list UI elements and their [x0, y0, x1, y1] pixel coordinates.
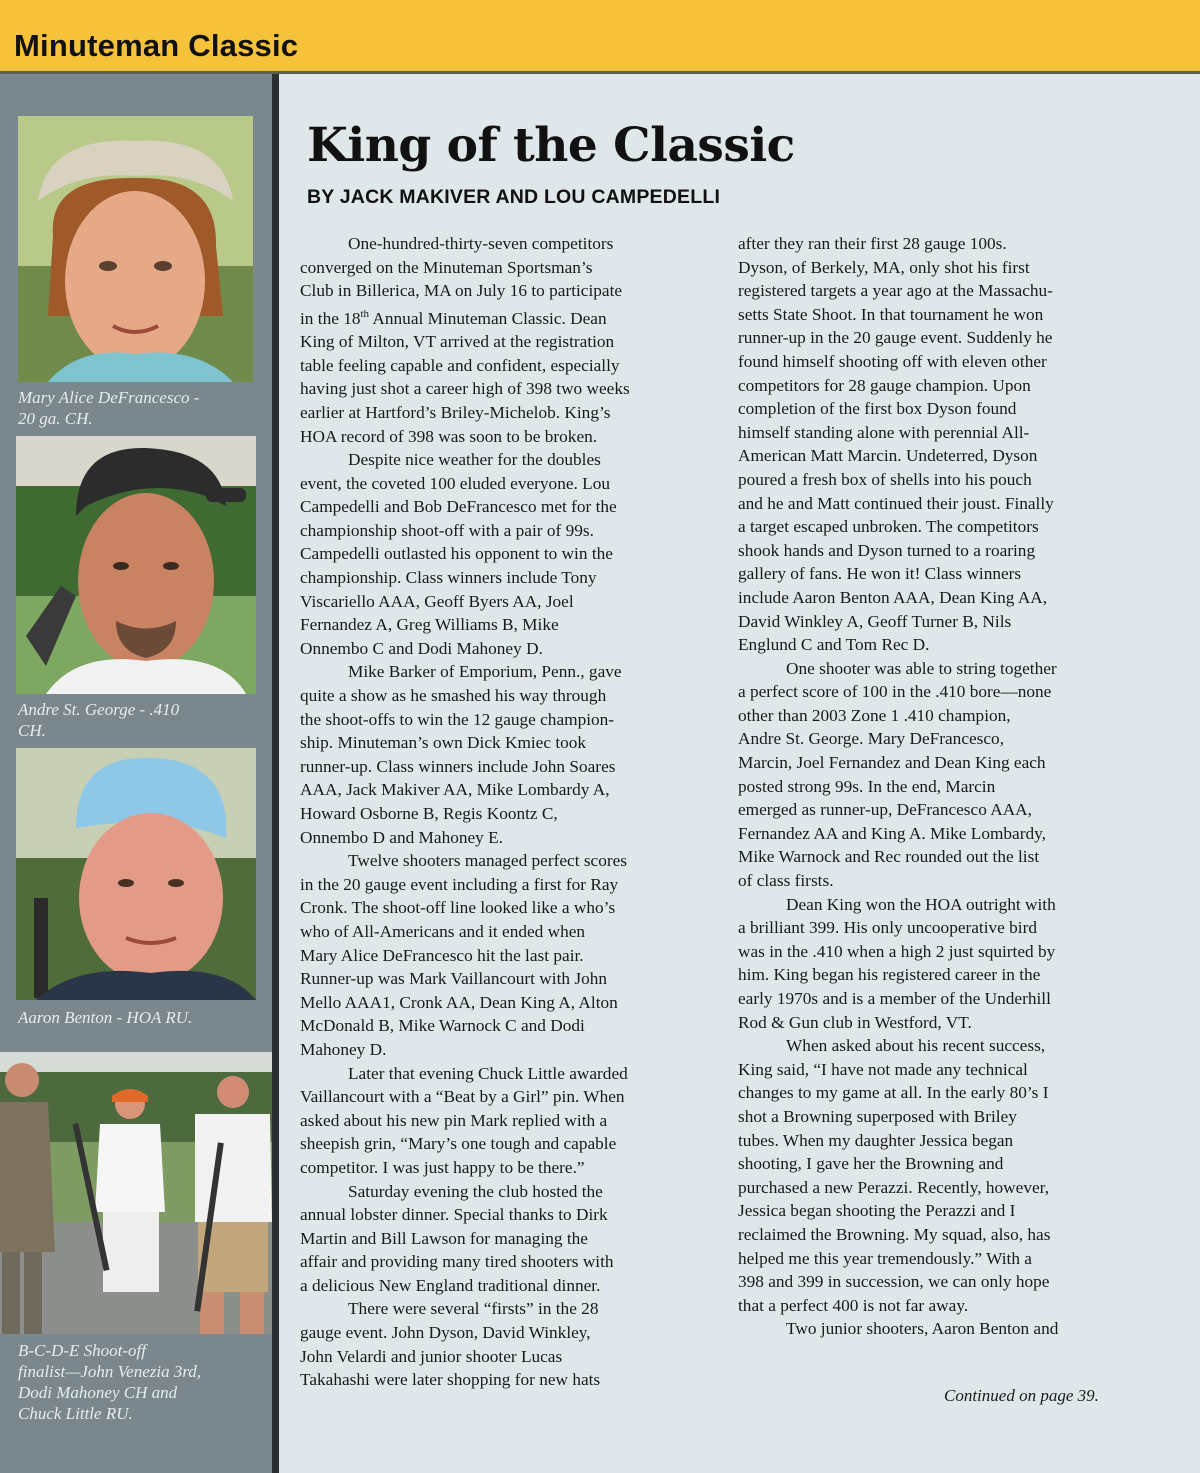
- caption-3: Aaron Benton - HOA RU.: [18, 1008, 193, 1027]
- text-line: in the 20 gauge event including a first for Ray: [300, 874, 619, 894]
- text-line: the shoot-offs to win the 12 gauge champion-: [300, 709, 615, 729]
- text-line: competitor. I was just happy to be there.”: [300, 1157, 585, 1177]
- text-line: King of Milton, VT arrived at the registration: [300, 332, 615, 352]
- article-byline: BY JACK MAKIVER AND LOU CAMPEDELLI: [307, 186, 721, 208]
- text-line: a target escaped unbroken. The competitors: [738, 517, 1039, 537]
- text-line: in the 18th Annual Minuteman Classic. Dean: [300, 307, 607, 328]
- text-line: David Winkley A, Geoff Turner B, Nils: [738, 611, 1012, 631]
- text-line: that a perfect 400 is not far away.: [738, 1295, 969, 1315]
- text-line: When asked about his recent success,: [786, 1036, 1046, 1056]
- text-line: early 1970s and is a member of the Underhill: [738, 989, 1051, 1008]
- text-line: Fernandez AA and King A. Mike Lombardy,: [738, 823, 1046, 843]
- text-line: changes to my game at all. In the early 80’s I: [738, 1083, 1049, 1103]
- continued-note: Continued on page 39.: [944, 1386, 1099, 1405]
- text-line: Jessica began shooting the Perazzi and I: [738, 1201, 1016, 1221]
- text-line: table feeling capable and confident, especially: [300, 355, 620, 375]
- text-line: completion of the first box Dyson found: [738, 399, 1017, 419]
- text-line: Mike Warnock and Rec rounded out the list: [738, 847, 1040, 867]
- text-line: Onnembo D and Mahoney E.: [300, 827, 504, 847]
- text-line: a delicious New England traditional dinner.: [300, 1275, 601, 1295]
- caption-1: Mary Alice DeFrancesco - 20 ga. CH.: [18, 388, 200, 428]
- text-line: championship shoot-off with a pair of 99s.: [300, 520, 594, 540]
- text-line: Andre St. George. Mary DeFrancesco,: [738, 729, 1005, 749]
- text-line: Campedelli and Bob DeFrancesco met for the: [300, 497, 617, 517]
- text-line: having just shot a career high of 398 two weeks: [300, 379, 630, 399]
- text-line: emerged as runner-up, DeFrancesco AAA,: [738, 800, 1032, 820]
- text-line: There were several “firsts” in the 28: [348, 1299, 599, 1319]
- text-line: helped me this year tremendously.” With a: [738, 1248, 1032, 1268]
- text-line: Vaillancourt with a “Beat by a Girl” pin. When: [300, 1087, 625, 1107]
- text-line: Fernandez A, Greg Williams B, Mike: [300, 615, 559, 635]
- text-line: after they ran their first 28 gauge 100s.: [738, 234, 1007, 253]
- section-banner: [0, 0, 1200, 74]
- text-line: found himself shooting off with eleven other: [738, 351, 1047, 371]
- text-line: Mike Barker of Emporium, Penn., gave: [348, 662, 622, 682]
- article-column-2: [738, 232, 1158, 1341]
- text-line: AAA, Jack Makiver AA, Mike Lombardy A,: [300, 780, 610, 800]
- text-line: asked about his new pin Mark replied with a: [300, 1110, 608, 1130]
- text-line: earlier at Hartford’s Briley-Michelob. King’s: [300, 402, 611, 422]
- text-line: King said, “I have not made any technical: [738, 1059, 1028, 1079]
- text-line: posted strong 99s. In the end, Marcin: [738, 776, 996, 796]
- text-line: include Aaron Benton AAA, Dean King AA,: [738, 587, 1048, 607]
- text-line: Dean King won the HOA outright with: [786, 894, 1056, 914]
- text-line: Howard Osborne B, Regis Koontz C,: [300, 804, 558, 824]
- text-line: Martin and Bill Lawson for managing the: [300, 1228, 588, 1248]
- photo-aaron-benton: [16, 748, 256, 1000]
- text-line: of class firsts.: [738, 871, 834, 891]
- text-line: himself standing alone with perennial All-: [738, 422, 1030, 442]
- photo-shoot-off-finalists: [0, 1052, 272, 1334]
- text-line: runner-up. Class winners include John Soares: [300, 756, 616, 776]
- text-line: Rod & Gun club in Westford, VT.: [738, 1012, 972, 1032]
- text-line: One-hundred-thirty-seven competitors: [348, 234, 614, 253]
- text-line: Marcin, Joel Fernandez and Dean King each: [738, 753, 1046, 773]
- text-line: shot a Browning superposed with Briley: [738, 1106, 1017, 1126]
- text-line: event, the coveted 100 eluded everyone. Lou: [300, 473, 610, 493]
- section-title: Minuteman Classic: [14, 28, 299, 63]
- text-line: setts State Shoot. In that tournament he won: [738, 304, 1044, 324]
- text-line: John Velardi and junior shooter Lucas: [300, 1346, 563, 1366]
- text-line: competitors for 28 gauge champion. Upon: [738, 375, 1031, 395]
- text-line: purchased a new Perazzi. Recently, however,: [738, 1177, 1050, 1197]
- sidebar-divider: [272, 74, 279, 1473]
- caption-4: B-C-D-E Shoot-off finalist—John Venezia 3rd, Dodi Mahoney CH and Chuck Little RU.: [18, 1341, 202, 1423]
- text-line: McDonald B, Mike Warnock C and Dodi: [300, 1016, 585, 1036]
- text-line: was in the .410 when a high 2 just squirted by: [738, 941, 1056, 961]
- text-line: Takahashi were later shopping for new hats: [300, 1370, 601, 1390]
- text-line: him. King began his registered career in the: [738, 965, 1041, 985]
- text-line: Mahoney D.: [300, 1039, 387, 1059]
- text-line: and he and Matt continued their joust. Finally: [738, 493, 1054, 513]
- text-line: Englund C and Tom Rec D.: [738, 635, 930, 655]
- text-line: One shooter was able to string together: [786, 658, 1057, 678]
- article-column-1: [300, 232, 720, 1392]
- text-line: championship. Class winners include Tony: [300, 568, 597, 588]
- photo-andre-st-george: [16, 436, 256, 694]
- caption-2: Andre St. George - .410 CH.: [18, 700, 180, 740]
- text-line: Saturday evening the club hosted the: [348, 1181, 603, 1201]
- text-line: runner-up in the 20 gauge event. Suddenly he: [738, 328, 1053, 348]
- text-line: converged on the Minuteman Sportsman’s: [300, 257, 593, 277]
- text-line: a perfect score of 100 in the .410 bore—none: [738, 682, 1052, 702]
- text-line: gauge event. John Dyson, David Winkley,: [300, 1323, 591, 1343]
- text-line: Cronk. The shoot-off line looked like a who’s: [300, 898, 616, 918]
- text-line: 398 and 399 in succession, we can only hope: [738, 1272, 1050, 1292]
- text-line: sheepish grin, “Mary’s one tough and capable: [300, 1134, 617, 1154]
- text-line: Dyson, of Berkely, MA, only shot his first: [738, 257, 1030, 277]
- text-line: gallery of fans. He won it! Class winners: [738, 564, 1022, 584]
- text-line: poured a fresh box of shells into his pouch: [738, 469, 1032, 489]
- text-line: quite a show as he smashed his way through: [300, 686, 607, 706]
- text-line: Runner-up was Mark Vaillancourt with John: [300, 969, 607, 989]
- text-line: Viscariello AAA, Geoff Byers AA, Joel: [300, 591, 574, 611]
- text-line: shooting, I gave her the Browning and: [738, 1154, 1004, 1174]
- text-line: HOA record of 398 was soon to be broken.: [300, 426, 598, 446]
- text-line: tubes. When my daughter Jessica began: [738, 1130, 1014, 1150]
- text-line: registered targets a year ago at the Massachu-: [738, 281, 1053, 301]
- text-line: Twelve shooters managed perfect scores: [348, 851, 628, 871]
- text-line: Despite nice weather for the doubles: [348, 450, 601, 470]
- text-line: Onnembo C and Dodi Mahoney D.: [300, 638, 543, 658]
- text-line: annual lobster dinner. Special thanks to Dirk: [300, 1205, 608, 1225]
- text-line: Club in Billerica, MA on July 16 to participate: [300, 281, 623, 301]
- text-line: Mello AAA1, Cronk AA, Dean King A, Alton: [300, 992, 618, 1012]
- text-line: other than 2003 Zone 1 .410 champion,: [738, 705, 1011, 725]
- text-line: American Matt Marcin. Undeterred, Dyson: [738, 446, 1038, 466]
- text-line: reclaimed the Browning. My squad, also, has: [738, 1224, 1051, 1244]
- text-line: who of All-Americans and it ended when: [300, 921, 586, 941]
- text-line: Two junior shooters, Aaron Benton and: [786, 1319, 1059, 1339]
- text-line: Later that evening Chuck Little awarded: [348, 1063, 628, 1083]
- text-line: Campedelli outlasted his opponent to win the: [300, 544, 613, 564]
- text-line: a brilliant 399. His only uncooperative bird: [738, 918, 1037, 938]
- photo-mary-alice-defrancesco: [18, 116, 253, 382]
- text-line: ship. Minuteman’s own Dick Kmiec took: [300, 733, 587, 753]
- text-line: shook hands and Dyson turned to a roaring: [738, 540, 1036, 560]
- text-line: Mary Alice DeFrancesco hit the last pair.: [300, 945, 584, 965]
- text-line: affair and providing many tired shooters with: [300, 1252, 614, 1272]
- article-headline: King of the Classic: [307, 118, 795, 173]
